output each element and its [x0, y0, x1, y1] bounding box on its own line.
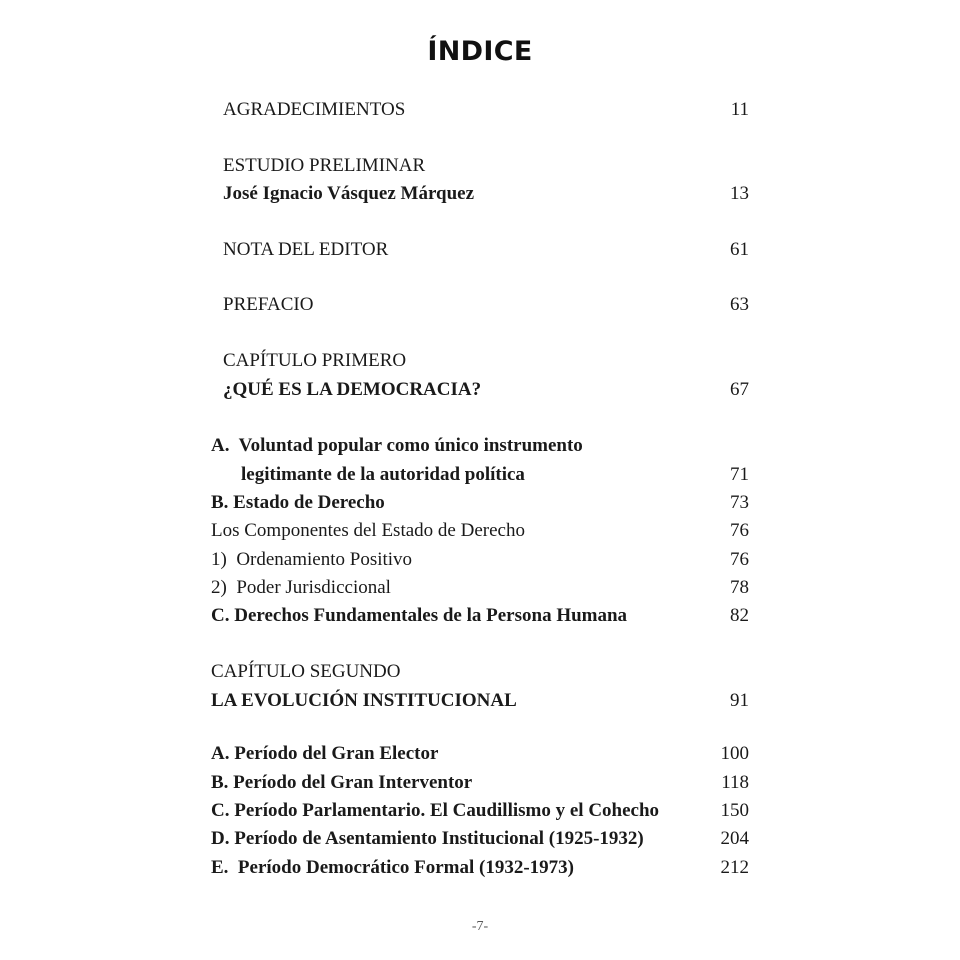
- toc-page-number: 78: [730, 577, 749, 598]
- toc-entry-periodo-c: [0, 800, 960, 828]
- toc-entry-nota-del-editor: [0, 239, 960, 267]
- toc-label: AGRADECIMIENTOS: [223, 99, 406, 120]
- toc-label: 1) Ordenamiento Positivo: [211, 549, 413, 570]
- toc-label: CAPÍTULO SEGUNDO: [211, 661, 401, 682]
- toc-entry-ordenamiento: [0, 549, 960, 577]
- toc-label: B. Estado de Derecho: [211, 492, 385, 513]
- toc-page-number: 61: [730, 239, 749, 260]
- toc-label: A. Voluntad popular como único instrumento: [211, 435, 583, 456]
- toc-label: José Ignacio Vásquez Márquez: [223, 183, 475, 204]
- toc-entry-section-a-cont: [0, 464, 960, 492]
- toc-entry-periodo-d: [0, 828, 960, 856]
- toc-label: LA EVOLUCIÓN INSTITUCIONAL: [211, 690, 517, 711]
- toc-entry-capitulo-primero: [0, 350, 960, 378]
- toc-label: 2) Poder Jurisdiccional: [211, 577, 391, 598]
- toc-page-number: 73: [730, 492, 749, 513]
- toc-label: E. Período Democrático Formal (1932-1973): [211, 857, 575, 878]
- toc-page-number: 204: [720, 828, 749, 849]
- toc-page-number: 100: [720, 743, 749, 764]
- toc-entry-section-b: [0, 492, 960, 520]
- toc-page-number: 63: [730, 294, 749, 315]
- toc-page-number: 118: [721, 772, 749, 793]
- toc-entry-section-c: [0, 605, 960, 633]
- toc-page-number: 71: [730, 464, 749, 485]
- page-number-footer: -7-: [471, 919, 489, 934]
- toc-entry-periodo-a: [0, 743, 960, 771]
- toc-label: ¿QUÉ ES LA DEMOCRACIA?: [223, 379, 482, 400]
- toc-page-number: 76: [730, 549, 749, 570]
- toc-entry-chapter-1-title: [0, 379, 960, 407]
- toc-page-number: 91: [730, 690, 749, 711]
- toc-entry-agradecimientos: [0, 99, 960, 127]
- toc-label: CAPÍTULO PRIMERO: [223, 350, 407, 371]
- toc-entry-section-a: [0, 435, 960, 463]
- toc-page-number: 150: [720, 800, 749, 821]
- toc-page-number: 76: [730, 520, 749, 541]
- toc-label: legitimante de la autoridad política: [241, 464, 525, 485]
- toc-page-number: 67: [730, 379, 749, 400]
- toc-page-number: 82: [730, 605, 749, 626]
- toc-entry-capitulo-segundo: [0, 661, 960, 689]
- toc-label: PREFACIO: [223, 294, 314, 315]
- toc-entry-chapter-2-title: [0, 690, 960, 718]
- toc-label: D. Período de Asentamiento Institucional (1925-1932): [211, 828, 644, 849]
- toc-label: A. Período del Gran Elector: [211, 743, 439, 764]
- toc-entry-author: [0, 183, 960, 211]
- toc-entry-periodo-e: [0, 857, 960, 885]
- toc-label: C. Derechos Fundamentales de la Persona Humana: [211, 605, 628, 626]
- toc-page-number: 13: [730, 183, 749, 204]
- toc-entry-poder-jurisdiccional: [0, 577, 960, 605]
- toc-entry-estudio-preliminar: [0, 155, 960, 183]
- toc-entry-prefacio: [0, 294, 960, 322]
- toc-entry-periodo-b: [0, 772, 960, 800]
- toc-label: NOTA DEL EDITOR: [223, 239, 389, 260]
- toc-label: B. Período del Gran Interventor: [211, 772, 473, 793]
- toc-label: Los Componentes del Estado de Derecho: [211, 520, 525, 541]
- toc-label: C. Período Parlamentario. El Caudillismo y el Cohecho: [211, 800, 660, 821]
- toc-page-number: 11: [730, 99, 749, 120]
- toc-label: ESTUDIO PRELIMINAR: [223, 155, 426, 176]
- toc-entry-componentes: [0, 520, 960, 548]
- page-title: ÍNDICE: [427, 36, 533, 67]
- toc-page-number: 212: [720, 857, 749, 878]
